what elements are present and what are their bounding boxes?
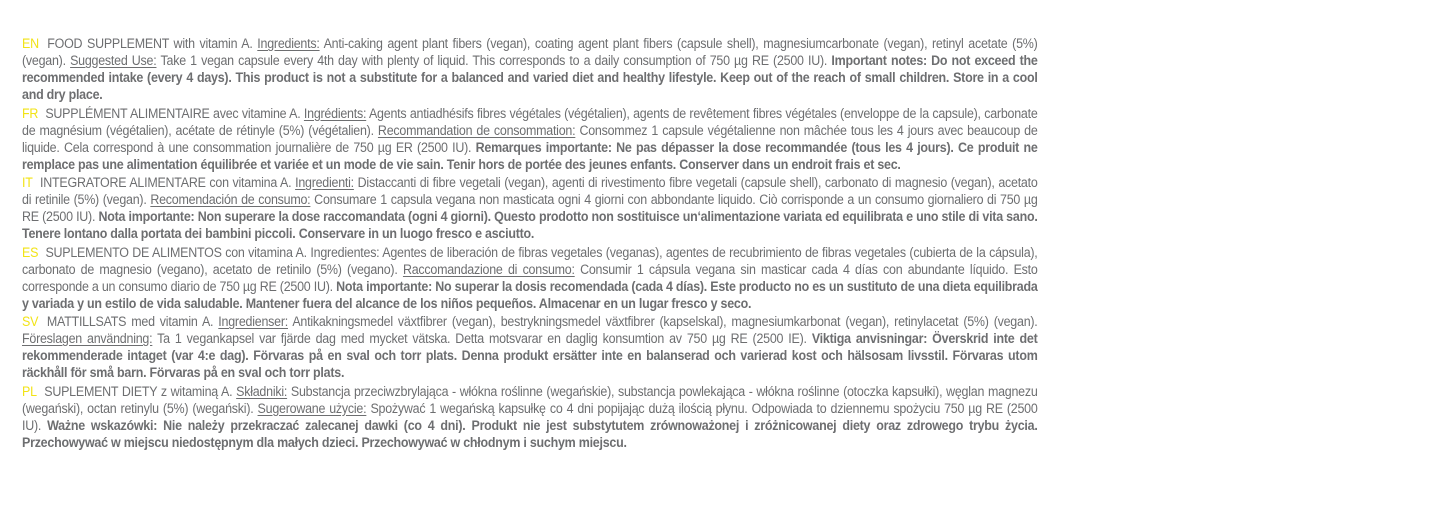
use-label-en: Suggested Use: <box>70 53 157 68</box>
lang-block-pl <box>22 383 1038 451</box>
lang-code-en: EN <box>22 36 39 51</box>
lang-code-it: IT <box>22 175 33 190</box>
lang-block-fr <box>22 105 1038 173</box>
lang-code-es: ES <box>22 244 39 260</box>
lang-code-fr: FR <box>22 105 39 121</box>
ingredients-pl: Substancja przeciwzbrylająca - włókna roślinne (wegańskie), substancja powlekająca - włókna roślinne (otoczka kapsułki), węglan magnezu (wegański), octan retinylu (5%) (wegański). <box>22 383 1038 416</box>
use-it: Consumare 1 capsula vegana non masticata ogni 4 giorni con abbondante liquido. Ciò corrisponde a un consumo giornaliero di 750 µg RE (2500 IU). <box>22 192 1038 224</box>
product-name-en: FOOD SUPPLEMENT with vitamin A. <box>47 36 253 51</box>
ingredients-fr: Agents antiadhésifs fibres végétales (végétalien), agents de revêtement fibres végétales (enveloppe de la capsule), carbonate de magnésium (végétalien), acétate de rétinyle (5%) (végétalien). <box>22 105 1038 138</box>
product-name-fr: SUPPLÉMENT ALIMENTAIRE avec vitamine A. <box>45 105 301 121</box>
ingredients-es: Ingredientes: Agentes de liberación de fibras vegetales (veganas), agentes de recubrimiento de fibras vegetales (cubierta de la cápsula), carbonato de magnesio (vegano), acetato de retinilo (5%) (vegano). <box>22 244 1038 277</box>
ingredients-en: Anti-caking agent plant fibers (vegan), coating agent plant fibers (capsule shell), magnesiumcarbonate (vegan), retinyl acetate (5%) (vegan). <box>22 36 1038 68</box>
use-label-pl: Sugerowane użycie: <box>257 400 367 416</box>
use-fr: Consommez 1 capsule végétalienne non mâchée tous les 4 jours avec beaucoup de liquide. Cela correspond à une consommation journalière de 750 µg ER (2500 IU). <box>22 122 1038 155</box>
use-es: Consumir 1 cápsula vegana sin masticar cada 4 días con abundante líquido. Esto corresponde a un consumo diario de 750 µg RE (2500 IU). <box>22 261 1038 294</box>
use-label-es: Raccomandazione di consumo: <box>402 261 575 277</box>
notes-en: Important notes: Do not exceed the recommended intake (every 4 days). This product is not a substitute for a balanced and varied diet and healthy lifestyle. Keep out of the reach of small children. Store in a cool and dry place. <box>22 53 1038 102</box>
product-name-es: SUPLEMENTO DE ALIMENTOS con vitamina A. <box>45 244 307 260</box>
lang-block-it <box>22 174 1038 242</box>
use-label-fr: Recommandation de consommation: <box>377 122 576 138</box>
lang-code-pl: PL <box>22 383 37 399</box>
notes-pl: Ważne wskazówki: Nie należy przekraczać zalecanej dawki (co 4 dni). Produkt nie jest substytutem zrównoważonej i zróżnicowanej diety oraz zdrowego trybu życia. Przechowywać w miejscu niedostępnym dla małych dzieci. Przechowywać w chłodnym i suchym miejscu. <box>22 417 1038 450</box>
notes-sv: Viktiga anvisningar: Överskrid inte det rekommenderade intaget (var 4:e dag). Förvaras på en sval och torr plats. Denna produkt ersätter inte en balanserad och varierad kost och hälsosam livsstil. Förvaras utom räckhåll för små barn. Förvaras på en sval och torr plats. <box>22 331 1038 380</box>
notes-it: Nota importante: Non superare la dose raccomandata (ogni 4 giorni). Questo prodotto non sostituisce un‘alimentazione variata ed equilibrata e uno stile di vita sano. Tenere lontano dalla portata dei bambini piccoli. Conservare in un luogo fresco e asciutto. <box>22 209 1038 241</box>
ingredients-label-it: Ingredienti: <box>295 175 354 190</box>
lang-code-sv: SV <box>22 314 39 329</box>
product-name-it: INTEGRATORE ALIMENTARE con vitamina A. <box>40 175 292 190</box>
supplement-label-text <box>22 35 1038 452</box>
use-label-sv: Föreslagen användning: <box>22 331 153 346</box>
lang-block-en <box>22 35 1038 103</box>
use-en: Take 1 vegan capsule every 4th day with plenty of liquid. This corresponds to a daily consumption of 750 µg RE (2500 IU). <box>160 53 828 68</box>
ingredients-it: Distaccanti di fibre vegetali (vegan), agenti di rivestimento fibre vegetali (capsule shell), carbonato di magnesio (vegan), acetato di retinile (5%) (vegan). <box>22 175 1038 207</box>
ingredients-label-sv: Ingredienser: <box>218 314 288 329</box>
ingredients-label-fr: Ingrédients: <box>303 105 367 121</box>
product-name-pl: SUPLEMENT DIETY z witaminą A. <box>44 383 233 399</box>
notes-fr: Remarques importante: Ne pas dépasser la dose recommandée (tous les 4 jours). Ce produit ne remplace pas une alimentation équilibrée et variée et un mode de vie sain. Tenir hors de portée des jeunes enfants. Conserver dans un endroit frais et sec. <box>22 139 1038 172</box>
product-name-sv: MATTILLSATS med vitamin A. <box>46 314 214 329</box>
use-label-it: Recomendación de consumo: <box>150 192 311 207</box>
lang-block-sv <box>22 313 1038 381</box>
lang-block-es <box>22 244 1038 312</box>
notes-es: Nota importante: No superar la dosis recomendada (cada 4 días). Este producto no es un sustituto de una dieta equilibrada y variada y un estilo de vida saludable. Mantener fuera del alcance de los niños pequeños. Almacenar en un lugar fresco y seco. <box>22 278 1038 311</box>
ingredients-label-pl: Składniki: <box>236 383 288 399</box>
ingredients-sv: Antikakningsmedel växtfibrer (vegan), bestrykningsmedel växtfibrer (kapselskal), magnesiumkarbonat (vegan), retinylacetat (5%) (vegan). <box>292 314 1038 329</box>
use-pl: Spożywać 1 wegańską kapsułkę co 4 dni popijając dużą ilością płynu. Odpowiada to dziennemu spożyciu 750 µg RE (2500 IU). <box>22 400 1038 433</box>
use-sv: Ta 1 vegankapsel var fjärde dag med mycket vätska. Detta motsvarar en daglig konsumtion av 750 µg RE (2500 IE). <box>157 331 807 346</box>
ingredients-label-en: Ingredients: <box>257 36 320 51</box>
